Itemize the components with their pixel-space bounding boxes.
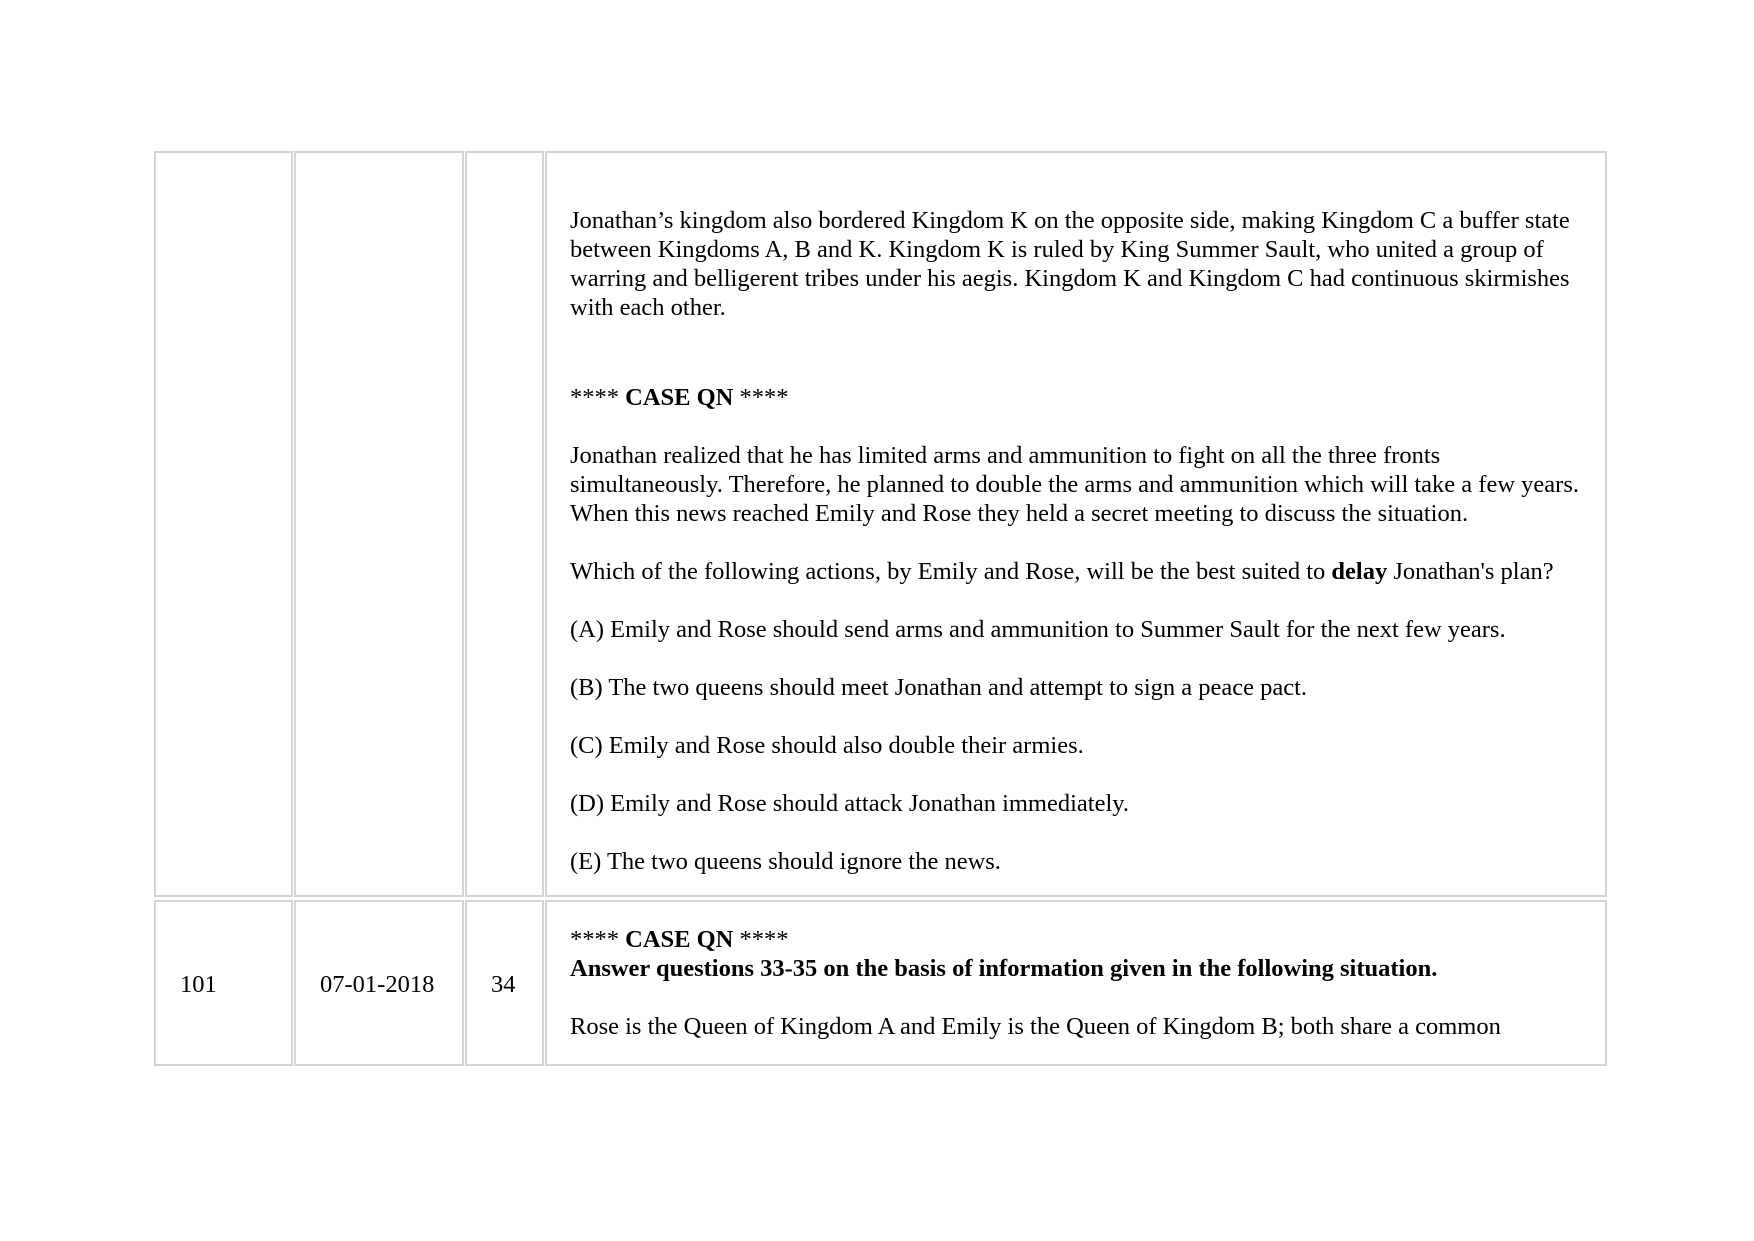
row2-qno-cell <box>465 900 544 1066</box>
row1-question-cell <box>545 151 1607 897</box>
instruction-line: Answer questions 33-35 on the basis of information given in the following situation. <box>570 955 1438 982</box>
case-qn-marker <box>570 383 1585 412</box>
case-marker-stars-right: **** <box>739 384 789 411</box>
case-marker-stars-left-2: **** <box>570 926 619 953</box>
row1-qno-cell <box>465 151 544 897</box>
question-text-after: Jonathan's plan? <box>1393 558 1554 585</box>
row2-serial-cell <box>154 900 293 1066</box>
row2-date-cell <box>294 900 464 1066</box>
case-marker-label: CASE QN <box>625 384 734 411</box>
question-text-before: Which of the following actions, by Emily and Rose, will be the best suited to <box>570 558 1326 585</box>
question-stem <box>570 557 1595 586</box>
question-number: 34 <box>491 971 516 998</box>
option-c: (C) Emily and Rose should also double their armies. <box>570 732 1084 759</box>
row2-question-cell <box>545 900 1607 1066</box>
date: 07-01-2018 <box>320 971 435 998</box>
serial-number: 101 <box>180 971 217 998</box>
intro-paragraph: Rose is the Queen of Kingdom A and Emily is the Queen of Kingdom B; both share a common <box>570 1013 1501 1040</box>
question-emphasis: delay <box>1331 558 1388 585</box>
case-qn-marker-2 <box>570 925 1585 954</box>
option-a: (A) Emily and Rose should send arms and ammunition to Summer Sault for the next few years. <box>570 616 1506 643</box>
scenario-paragraph: Jonathan realized that he has limited arms and ammunition to fight on all the three fronts simultaneously. Therefore, he planned to double the arms and ammunition which will take a few years. When this news reached Emily and Rose they held a secret meeting to discuss the situation. <box>570 442 1579 527</box>
case-marker-label-2: CASE QN <box>625 926 734 953</box>
row1-serial-cell <box>154 151 293 897</box>
case-marker-stars-right-2: **** <box>739 926 789 953</box>
option-d: (D) Emily and Rose should attack Jonathan immediately. <box>570 790 1130 817</box>
option-e: (E) The two queens should ignore the news. <box>570 848 1001 875</box>
option-b: (B) The two queens should meet Jonathan and attempt to sign a peace pact. <box>570 674 1308 701</box>
row1-date-cell <box>294 151 464 897</box>
continuation-paragraph: Jonathan’s kingdom also bordered Kingdom K on the opposite side, making Kingdom C a buffer state between Kingdoms A, B and K. Kingdom K is ruled by King Summer Sault, who united a group of warring and belligerent tribes under his aegis. Kingdom K and Kingdom C had continuous skirmishes with each other. <box>570 207 1570 321</box>
case-marker-stars-left: **** <box>570 384 619 411</box>
